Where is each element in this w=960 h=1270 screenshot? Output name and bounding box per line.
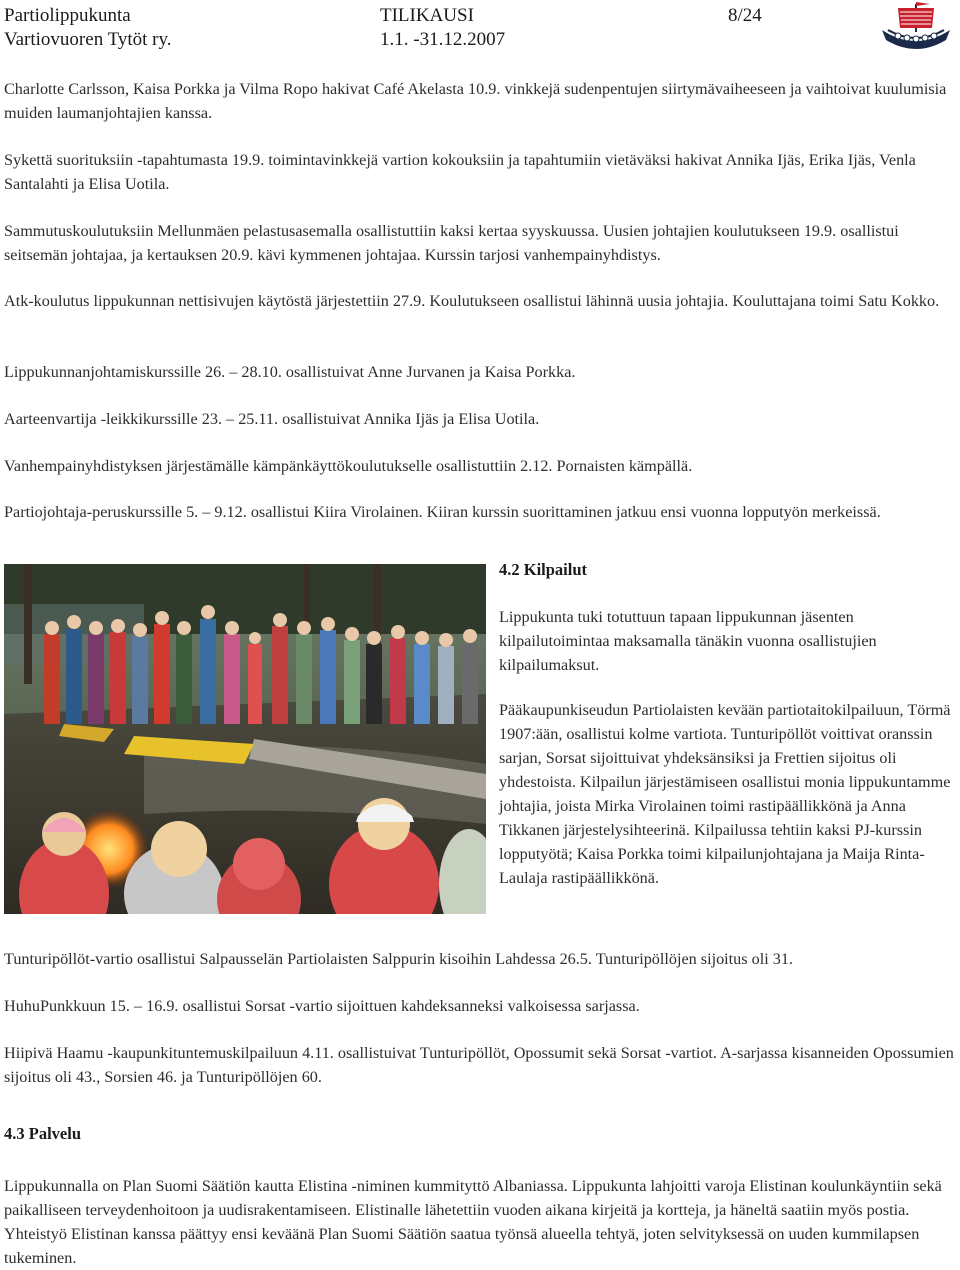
paragraph-kilpailumaksut: Lippukunta tuki totuttuun tapaan lippukunnan jäsenten kilpailutoimintaa maksamalla tänäkin vuonna osallistujien kilpailumaksut.	[499, 608, 877, 674]
paragraph-lpk-johtamis: Lippukunnanjohtamiskurssille 26. – 28.10. osallistuivat Anne Jurvanen ja Kaisa Porkka.	[4, 363, 576, 381]
paragraph-aarteenvartija: Aarteenvartija -leikkikurssille 23. – 25.11. osallistuivat Annika Ijäs ja Elisa Uotila.	[4, 410, 540, 428]
header-title-block	[380, 4, 505, 52]
header-org	[4, 4, 172, 52]
scouts-campfire-photo	[4, 564, 486, 914]
header-title: TILIKAUSI	[380, 5, 474, 26]
photo-illustration	[4, 564, 486, 914]
header-org-line2: Vartiovuoren Tytöt ry.	[4, 29, 172, 50]
paragraph-sammutus: Sammutuskoulutuksiin Mellunmäen pelastusasemalla osallistuttiin kaksi kertaa syyskuussa. Uusien johtajien koulutukseen 19.9. osallistui seitsemän johtajaa, ja kertauksen 20.9. kävi kymmenen johtajaa. Kurssin tarjosi vanhempainyhdistys.	[4, 222, 899, 264]
paragraph-atk: Atk-koulutus lippukunnan nettisivujen käytöstä järjestettiin 27.9. Koulutukseen osallistui lähinnä uusia johtajia. Kouluttajana toimi Satu Kokko.	[4, 292, 940, 310]
paragraph-torma: Pääkaupunkiseudun Partiolaisten kevään partiotaitokilpailuun, Törmä 1907:ään, osallistui kolme vartiota. Tunturipöllöt voittivat oranssin sarjan, Sorsat sijoittuivat yhdeksänsiksi ja Frettien sijoitus oli yhdestoista. Kilpailun järjestämiseen osallistui monia lippukuntamme johtajia, joista Mirka Virolainen toimi rastipäällikkönä ja Anna Tikkanen järjestelysihteerinä. Kilpailussa tehtiin kaksi PJ-kurssin lopputyötä; Kaisa Porkka toimi kilpailunjohtajana ja Maija Rinta-Laulaja rastipäällikkönä.	[499, 701, 951, 887]
page-number: 8/24	[728, 5, 762, 26]
header-org-line1: Partiolippukunta	[4, 5, 131, 26]
paragraph-pj-peruskurssi: Partiojohtaja-peruskurssille 5. – 9.12. osallistui Kiira Virolainen. Kiiran kurssin suorittaminen jatkuu ensi vuonna lopputyön merkeissä.	[4, 503, 881, 521]
paragraph-hiipiva-haamu: Hiipivä Haamu -kaupunkituntemuskilpailuun 4.11. osallistuivat Tunturipöllöt, Opossumit sekä Sorsat -vartiot. A-sarjassa kisanneiden Opossumien sijoitus oli 43., Sorsien 46. ja Tunturipöllöjen 60.	[4, 1044, 954, 1086]
paragraph-kampankaytto: Vanhempainyhdistyksen järjestämälle kämpänkäyttökoulutukselle osallistuttiin 2.12. Pornaisten kämpällä.	[4, 457, 693, 475]
section-heading-palvelu: 4.3 Palvelu	[4, 1124, 81, 1143]
paragraph-cafe-akela: Charlotte Carlsson, Kaisa Porkka ja Vilma Ropo hakivat Café Akelasta 10.9. vinkkejä sudenpentujen siirtymävaiheeseen ja vaihtoivat kuulumisia muiden laumanjohtajien kanssa.	[4, 80, 947, 122]
header-period: 1.1. -31.12.2007	[380, 29, 506, 50]
paragraph-huhupunkku: HuhuPunkkuun 15. – 16.9. osallistui Sorsat -vartio sijoittuen kahdeksanneksi valkoisessa sarjassa.	[4, 997, 640, 1015]
section-heading-kilpailut: 4.2 Kilpailut	[499, 560, 588, 579]
paragraph-salppuri: Tunturipöllöt-vartio osallistui Salpausselän Partiolaisten Salppurin kisoihin Lahdessa 26.5. Tunturipöllöjen sijoitus oli 31.	[4, 950, 793, 968]
paragraph-sykettä: Sykettä suorituksiin -tapahtumasta 19.9. toimintavinkkejä vartion kokouksiin ja tapahtumiin vietäväksi hakivat Annika Ijäs, Erika Ijäs, Venla Santalahti ja Elisa Uotila.	[4, 151, 916, 193]
paragraph-elistina: Lippukunnalla on Plan Suomi Säätiön kautta Elistina -niminen kummityttö Albaniassa. Lippukunta lahjoitti varoja Elistinan koulunkäyntiin sekä paikalliseen terveydenhoitoon ja uudisrakentamiseen. Elistinalle lähetettiin vuoden aikana kirjeitä ja kortteja, ja häneltä saatiin myös postia. Yhteistyö Elistinan kanssa päättyy ensi keväänä Plan Suomi Säätiön saatua työnsä alueella tehtyä, joten selvityksessä on uuden kummilapsen tukeminen.	[4, 1177, 942, 1267]
ship-logo-icon	[876, 0, 956, 56]
